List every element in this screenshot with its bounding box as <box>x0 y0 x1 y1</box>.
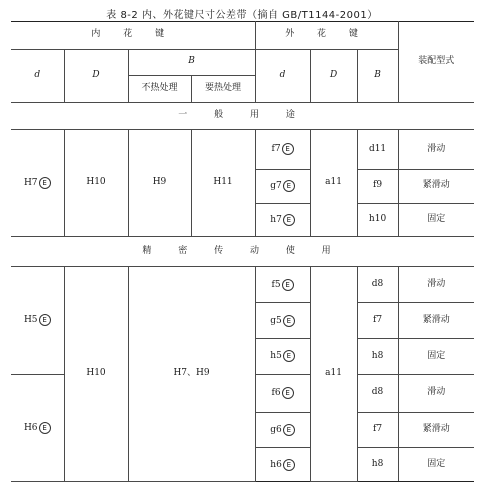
precision-ext-B: h8 <box>357 339 398 375</box>
precision-ext-d: g5 E <box>255 303 310 339</box>
precision-ext-B: f7 <box>357 303 398 339</box>
envelope-symbol: E <box>283 214 295 226</box>
precision-ext-B: h8 <box>357 448 398 482</box>
precision-ext-B: d8 <box>357 266 398 303</box>
general-int-D: H10 <box>64 130 128 237</box>
envelope-symbol: E <box>283 424 295 436</box>
precision-fit: 滑动 <box>398 374 474 412</box>
envelope-symbol: E <box>282 279 294 291</box>
general-ext-B: f9 <box>357 169 398 203</box>
envelope-symbol: E <box>39 422 51 434</box>
section-precision: 精 密 传 动 使 用 <box>11 237 474 267</box>
precision-fit: 固定 <box>398 448 474 482</box>
int-B-header: B <box>128 49 255 76</box>
section-general: 一 般 用 途 <box>11 102 474 130</box>
envelope-symbol: E <box>283 350 295 362</box>
ext-D-header: D <box>310 49 357 102</box>
envelope-symbol: E <box>39 314 51 326</box>
internal-spline-header: 内 花 键 <box>11 22 255 50</box>
general-ext-D: a11 <box>310 130 357 237</box>
precision-ext-d: f5 E <box>255 266 310 303</box>
external-spline-header: 外 花 键 <box>255 22 398 50</box>
precision-fit: 紧滑动 <box>398 303 474 339</box>
envelope-symbol: E <box>282 387 294 399</box>
ext-B-header: B <box>357 49 398 102</box>
int-B-not-heat-header: 不热处理 <box>128 76 191 103</box>
spline-tolerance-table <box>11 21 474 482</box>
int-B-heat-header: 要热处理 <box>191 76 255 103</box>
general-ext-d: f7 E <box>255 130 310 170</box>
int-D-header: D <box>64 49 128 102</box>
general-ext-d: h7 E <box>255 203 310 237</box>
general-int-d: H7 E <box>11 130 64 237</box>
precision-int-d: H6 E <box>11 374 64 481</box>
precision-ext-B: d8 <box>357 374 398 412</box>
general-ext-B: d11 <box>357 130 398 170</box>
envelope-symbol: E <box>39 177 51 189</box>
general-fit: 固定 <box>398 203 474 237</box>
precision-ext-d: h6 E <box>255 448 310 482</box>
general-int-B-not-heat: H9 <box>128 130 191 237</box>
precision-fit: 滑动 <box>398 266 474 303</box>
int-d-header: d <box>11 49 64 102</box>
precision-fit: 紧滑动 <box>398 412 474 448</box>
precision-ext-B: f7 <box>357 412 398 448</box>
general-ext-d: g7 E <box>255 169 310 203</box>
precision-fit: 固定 <box>398 339 474 375</box>
precision-ext-d: f6 E <box>255 374 310 412</box>
ext-d-header: d <box>255 49 310 102</box>
precision-ext-d: h5 E <box>255 339 310 375</box>
precision-int-d: H5 E <box>11 266 64 374</box>
table-caption: 表 8-2 内、外花键尺寸公差带（摘自 GB/T1144-2001） <box>106 10 378 21</box>
precision-ext-D: a11 <box>310 266 357 481</box>
envelope-symbol: E <box>283 315 295 327</box>
general-ext-B: h10 <box>357 203 398 237</box>
precision-int-B: H7、H9 <box>128 266 255 481</box>
envelope-symbol: E <box>283 459 295 471</box>
precision-ext-d: g6 E <box>255 412 310 448</box>
envelope-symbol: E <box>282 143 294 155</box>
fit-type-header: 装配型式 <box>398 22 474 103</box>
general-fit: 滑动 <box>398 130 474 170</box>
precision-int-D: H10 <box>64 266 128 481</box>
envelope-symbol: E <box>283 180 295 192</box>
general-fit: 紧滑动 <box>398 169 474 203</box>
general-int-B-heat: H11 <box>191 130 255 237</box>
